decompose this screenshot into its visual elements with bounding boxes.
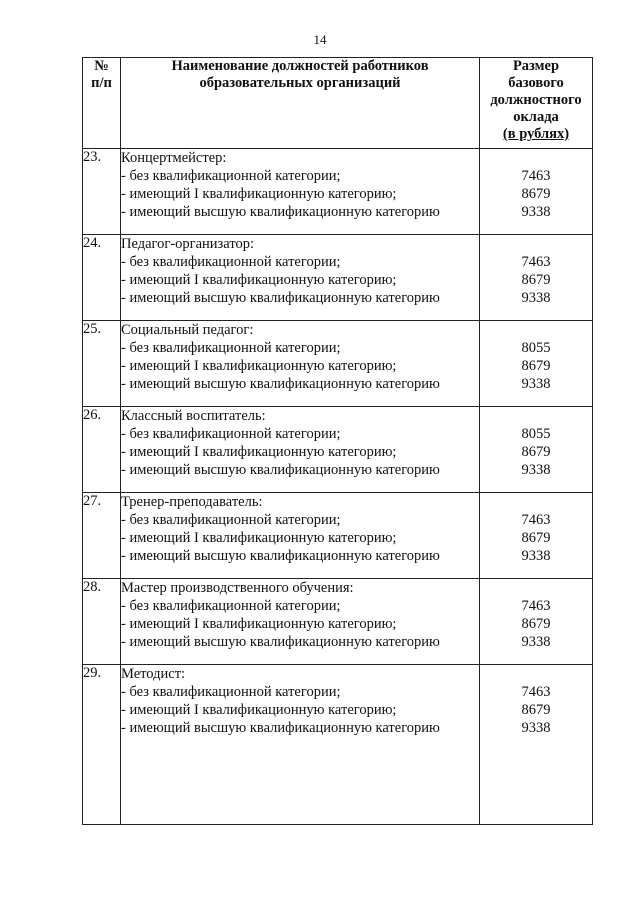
header-position-name xyxy=(121,58,480,149)
salary-value: 8055 xyxy=(521,426,551,442)
category-line: - имеющий I квалификационную категорию; xyxy=(121,616,397,632)
salary-value: 8055 xyxy=(521,340,551,356)
category-line: - имеющий I квалификационную категорию; xyxy=(121,702,397,718)
salary-value: 7463 xyxy=(521,512,551,528)
category-line: - имеющий высшую квалификационную категорию xyxy=(121,720,440,736)
salary-value: 8679 xyxy=(521,186,551,202)
header-salary-line: оклада xyxy=(513,109,559,125)
position-cell xyxy=(121,665,480,825)
salary-value: 9338 xyxy=(521,462,551,478)
position-title: Классный воспитатель: xyxy=(121,408,266,424)
category-line: - без квалификационной категории; xyxy=(121,426,341,442)
salary-table xyxy=(82,57,593,825)
row-number: 27. xyxy=(83,493,121,579)
salary-spacer xyxy=(480,579,592,597)
category-line: - без квалификационной категории; xyxy=(121,598,341,614)
header-salary xyxy=(480,58,593,149)
salary-value: 7463 xyxy=(521,168,551,184)
category-line: - имеющий высшую квалификационную категорию xyxy=(121,204,440,220)
position-title: Педагог-организатор: xyxy=(121,236,255,252)
salary-cell xyxy=(480,149,593,235)
salary-cell xyxy=(480,493,593,579)
salary-value: 8679 xyxy=(521,358,551,374)
category-line: - имеющий I квалификационную категорию; xyxy=(121,186,397,202)
salary-value: 8679 xyxy=(521,444,551,460)
table-row xyxy=(83,493,593,579)
position-cell xyxy=(121,149,480,235)
position-title: Тренер-преподаватель: xyxy=(121,494,263,510)
salary-value: 8679 xyxy=(521,530,551,546)
page-number: 14 xyxy=(313,32,327,47)
table-row xyxy=(83,235,593,321)
header-name-line: образовательных организаций xyxy=(199,75,401,91)
table-row xyxy=(83,321,593,407)
salary-value: 7463 xyxy=(521,684,551,700)
salary-spacer xyxy=(480,665,592,683)
salary-value: 9338 xyxy=(521,290,551,306)
category-line: - без квалификационной категории; xyxy=(121,512,341,528)
category-line: - без квалификационной категории; xyxy=(121,168,341,184)
category-line: - без квалификационной категории; xyxy=(121,254,341,270)
salary-value: 9338 xyxy=(521,634,551,650)
salary-cell xyxy=(480,235,593,321)
salary-value: 9338 xyxy=(521,720,551,736)
category-line: - имеющий I квалификационную категорию; xyxy=(121,530,397,546)
salary-value: 8679 xyxy=(521,702,551,718)
position-title: Методист: xyxy=(121,666,186,682)
position-title: Концертмейстер: xyxy=(121,150,227,166)
table-header-row xyxy=(83,58,593,149)
header-salary-line: базового xyxy=(508,75,564,91)
category-line: - имеющий I квалификационную категорию; xyxy=(121,358,397,374)
salary-value: 9338 xyxy=(521,204,551,220)
position-cell xyxy=(121,493,480,579)
salary-value: 7463 xyxy=(521,254,551,270)
category-line: - имеющий I квалификационную категорию; xyxy=(121,272,397,288)
category-line: - имеющий высшую квалификационную категорию xyxy=(121,462,440,478)
position-title: Социальный педагог: xyxy=(121,322,254,338)
salary-cell xyxy=(480,579,593,665)
header-number-line: № xyxy=(94,58,109,74)
salary-spacer xyxy=(480,235,592,253)
position-cell xyxy=(121,579,480,665)
row-number: 29. xyxy=(83,665,121,825)
position-cell xyxy=(121,235,480,321)
row-number: 23. xyxy=(83,149,121,235)
salary-spacer xyxy=(480,493,592,511)
header-name-line: Наименование должностей работников xyxy=(171,58,429,74)
category-line: - имеющий высшую квалификационную категорию xyxy=(121,376,440,392)
header-salary-line: Размер xyxy=(512,58,560,74)
position-title: Мастер производственного обучения: xyxy=(121,580,354,596)
category-line: - без квалификационной категории; xyxy=(121,340,341,356)
salary-value: 9338 xyxy=(521,548,551,564)
salary-value: 8679 xyxy=(521,272,551,288)
salary-value: 7463 xyxy=(521,598,551,614)
row-number: 25. xyxy=(83,321,121,407)
header-number xyxy=(83,58,121,149)
row-number: 28. xyxy=(83,579,121,665)
table-row xyxy=(83,407,593,493)
salary-spacer xyxy=(480,407,592,425)
position-cell xyxy=(121,321,480,407)
category-line: - имеющий высшую квалификационную категорию xyxy=(121,290,440,306)
salary-value: 8679 xyxy=(521,616,551,632)
category-line: - имеющий высшую квалификационную категорию xyxy=(121,634,440,650)
category-line: - имеющий высшую квалификационную категорию xyxy=(121,548,440,564)
header-number-line: п/п xyxy=(91,75,112,91)
salary-value: 9338 xyxy=(521,376,551,392)
salary-cell xyxy=(480,407,593,493)
table-row xyxy=(83,665,593,825)
category-line: - имеющий I квалификационную категорию; xyxy=(121,444,397,460)
salary-cell xyxy=(480,665,593,825)
row-number: 24. xyxy=(83,235,121,321)
header-salary-line: (в рублях) xyxy=(502,126,570,142)
table-row xyxy=(83,149,593,235)
salary-spacer xyxy=(480,149,592,167)
row-number: 26. xyxy=(83,407,121,493)
salary-cell xyxy=(480,321,593,407)
header-salary-line: должностного xyxy=(490,92,582,108)
table-row xyxy=(83,579,593,665)
position-cell xyxy=(121,407,480,493)
category-line: - без квалификационной категории; xyxy=(121,684,341,700)
salary-spacer xyxy=(480,321,592,339)
